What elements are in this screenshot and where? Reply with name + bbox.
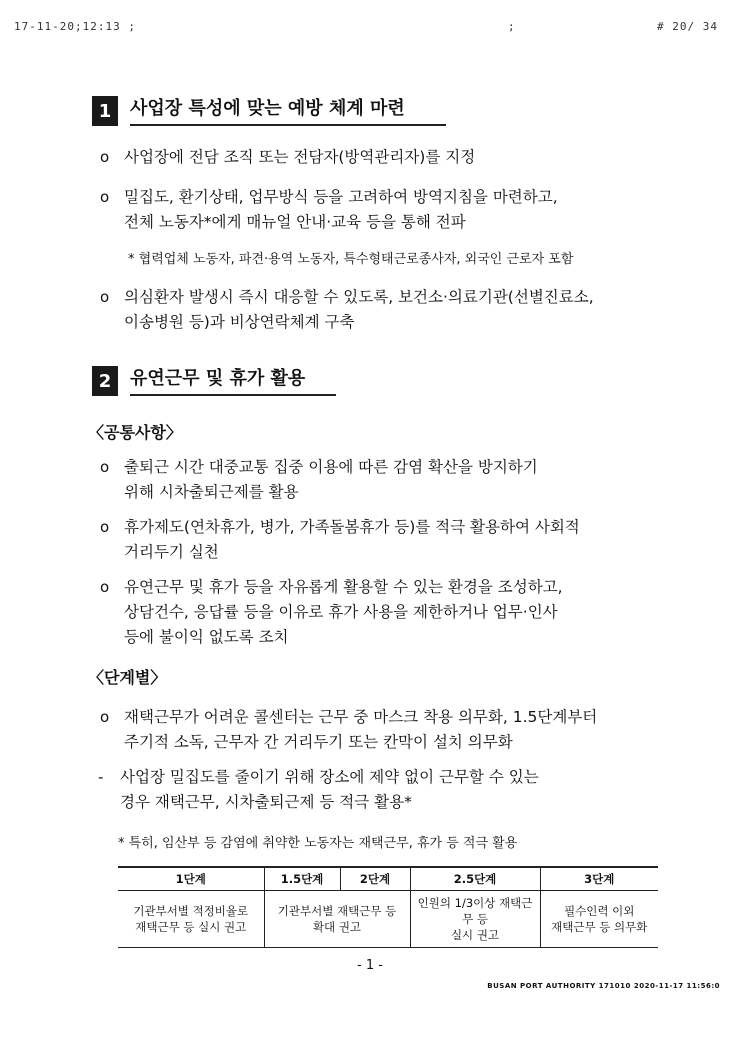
c3-line3: 등에 불이익 없도록 조치 xyxy=(124,628,289,646)
table-cell-line: 기관부서별 적정비율로 xyxy=(133,904,249,918)
bullet-marker: o xyxy=(100,288,110,306)
s2-note: * 특히, 임산부 등 감염에 취약한 노동자는 재택근무, 휴가 등 적극 활용 xyxy=(118,836,518,851)
c3-line1: 유연근무 및 휴가 등을 자유롭게 활용할 수 있는 환경을 조성하고, xyxy=(124,578,563,596)
s1-stage-line1: 재택근무가 어려운 콜센터는 근무 중 마스크 착용 의무화, 1.5단계부터 xyxy=(124,708,598,726)
table-header-cell: 3단계 xyxy=(540,867,658,891)
table-cell xyxy=(118,891,264,948)
s1-stage-line2: 주기적 소독, 근무자 간 거리두기 또는 칸막이 설치 의무화 xyxy=(124,733,513,751)
table-header-cell: 1.5단계 xyxy=(264,867,340,891)
bullet-marker: o xyxy=(100,188,110,206)
stage-heading: 〈단계별〉 xyxy=(88,668,167,687)
table-header-cell: 2.5단계 xyxy=(410,867,540,891)
section1-number: 1 xyxy=(92,96,118,126)
s1-bullet2-line1: 밀집도, 환기상태, 업무방식 등을 고려하여 방역지침을 마련하고, xyxy=(124,188,558,206)
bullet-marker: o xyxy=(100,578,110,596)
c3-line2: 상담건수, 응답률 등을 이유로 휴가 사용을 제한하거나 업무·인사 xyxy=(124,603,558,621)
table-cell xyxy=(264,891,410,948)
s1-note: * 협력업체 노동자, 파견·용역 노동자, 특수형태근로종사자, 외국인 근로자 포함 xyxy=(128,252,574,267)
dash-marker: - xyxy=(98,768,104,786)
table-cell-line: 실시 권고 xyxy=(450,928,500,942)
section2-number: 2 xyxy=(92,366,118,396)
c2-line1: 휴가제도(연차휴가, 병가, 가족돌봄휴가 등)를 적극 활용하여 사회적 xyxy=(124,518,580,536)
stage-table xyxy=(118,866,658,948)
c2-line2: 거리두기 실천 xyxy=(124,543,219,561)
page-number: - 1 - xyxy=(357,958,383,973)
table-cell-line: 재택근무 등 의무화 xyxy=(551,920,648,934)
bullet-marker: o xyxy=(100,708,110,726)
table-cell xyxy=(410,891,540,948)
table-header-cell: 2단계 xyxy=(340,867,410,891)
table-cell-line: 기관부서별 재택근무 등 xyxy=(277,904,397,918)
table-cell xyxy=(540,891,658,948)
s1-bullet3-line2: 이송병원 등)과 비상연락체계 구축 xyxy=(124,313,355,331)
fax-header-mid: ; xyxy=(508,20,516,33)
bullet-marker: o xyxy=(100,518,110,536)
table-header-cell: 1단계 xyxy=(118,867,264,891)
section2-title: 유연근무 및 휴가 활용 xyxy=(130,366,336,396)
table-cell-line: 확대 권고 xyxy=(312,920,362,934)
c1-line1: 출퇴근 시간 대중교통 집중 이용에 따른 감염 확산을 방지하기 xyxy=(124,458,538,476)
c1-line2: 위해 시차출퇴근제를 활용 xyxy=(124,483,299,501)
fax-footer: BUSAN PORT AUTHORITY 171010 2020-11-17 11:56:0 xyxy=(487,982,720,990)
table-cell-line: 인원의 1/3이상 재택근무 등 xyxy=(417,896,533,926)
table-cell-line: 필수인력 이외 xyxy=(564,904,635,918)
section1-heading xyxy=(92,96,446,126)
table-cell-line: 재택근무 등 실시 권고 xyxy=(135,920,247,934)
s2-stage-line1: 사업장 밀집도를 줄이기 위해 장소에 제약 없이 근무할 수 있는 xyxy=(120,768,539,786)
common-heading: 〈공통사항〉 xyxy=(88,423,182,442)
section2-heading xyxy=(92,366,336,396)
s1-bullet3-line1: 의심환자 발생시 즉시 대응할 수 있도록, 보건소·의료기관(선별진료소, xyxy=(124,288,594,306)
table-row xyxy=(118,891,658,948)
fax-header-left: 17-11-20;12:13 ; xyxy=(14,20,136,33)
fax-header-right: # 20/ 34 xyxy=(657,20,718,33)
s2-stage-line2: 경우 재택근무, 시차출퇴근제 등 적극 활용* xyxy=(120,793,412,811)
s1-bullet1: 사업장에 전담 조직 또는 전담자(방역관리자)를 지정 xyxy=(124,148,476,166)
table-header-row xyxy=(118,867,658,891)
section1-title: 사업장 특성에 맞는 예방 체계 마련 xyxy=(130,96,446,126)
bullet-marker: o xyxy=(100,148,110,166)
bullet-marker: o xyxy=(100,458,110,476)
s1-bullet2-line2: 전체 노동자*에게 매뉴얼 안내·교육 등을 통해 전파 xyxy=(124,213,466,231)
